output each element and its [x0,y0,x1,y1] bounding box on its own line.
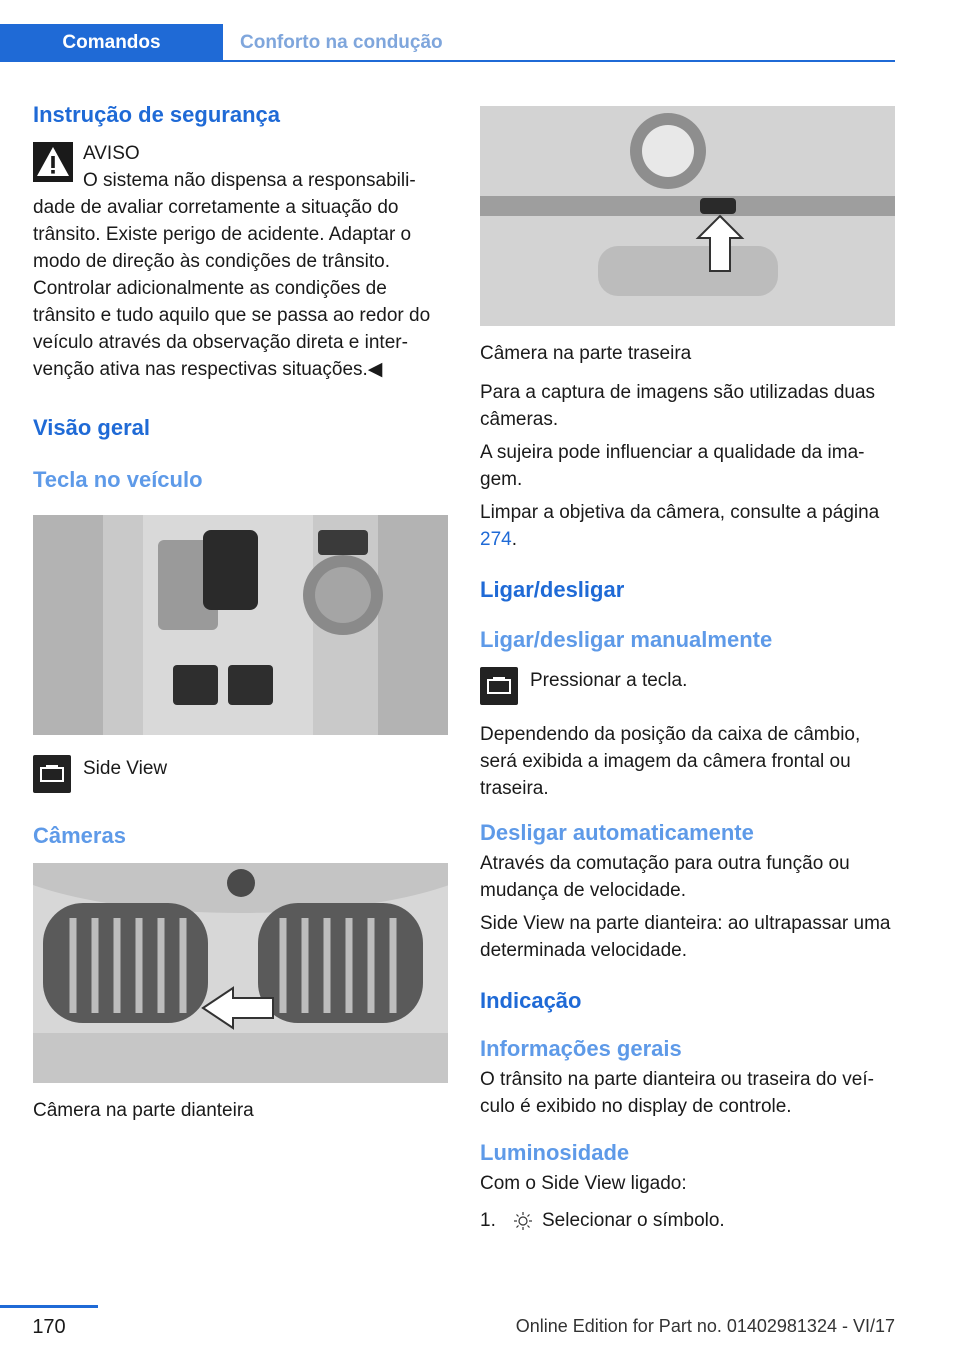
manual-heading: Ligar/desligar manualmente [480,627,773,652]
overview-heading: Visão geral [33,415,150,440]
on-off-heading: Ligar/desligar [480,577,625,602]
front-grille-illustration [33,863,448,1083]
step-1 [480,1207,895,1237]
left-column [33,100,448,1124]
para-clean: Limpar a objetiva da câmera, consulte a página 274. [480,502,880,550]
side-view-label: Side View [83,758,168,779]
header-tabs [0,24,895,62]
step-number: 1. [480,1210,496,1231]
warning-text [33,167,448,383]
page-link-274[interactable]: 274 [480,529,512,550]
header-rule [0,60,895,62]
brightness-heading: Luminosidade [480,1140,630,1165]
general-info-heading: Informações gerais [480,1036,682,1061]
para-cameras: Para a captura de imagens são utilizadas duas câmeras. [480,382,876,430]
manual-key-row [480,667,895,707]
para-dirt: A sujeira pode influenciar a qualidade da ima-gem. [480,442,865,490]
para-display: O trânsito na parte dianteira ou traseira do veí-culo é exibido no display de controle. [480,1069,874,1117]
front-camera-photo [33,863,448,1083]
para-gear: Dependendo da posição da caixa de câmbio, será exibida a imagem da câmera frontal ou traseira. [480,724,861,799]
warning-icon [33,142,73,182]
para-speed: Side View na parte dianteira: ao ultrapassar uma determinada velocidade. [480,913,891,961]
tab-comandos[interactable]: Comandos [0,24,223,62]
camera-key-icon[interactable] [480,667,518,705]
side-view-key-row [33,755,448,795]
para-clean-text: Limpar a objetiva da câmera, consulte a página [480,502,880,523]
para-side-view-on: Com o Side View ligado: [480,1173,687,1194]
auto-off-heading: Desligar automaticamente [480,820,754,845]
tab-conforto[interactable]: Conforto na condução [240,32,443,53]
edition-text: Online Edition for Part no. 01402981324 - VI/17 [515,1316,895,1336]
side-view-camera-icon[interactable] [33,755,71,793]
cameras-heading: Câmeras [33,823,126,848]
console-photo [33,515,448,735]
warning-title: AVISO [83,143,140,164]
rear-camera-caption: Câmera na parte traseira [480,343,692,364]
button-heading: Tecla no veículo [33,467,203,492]
display-heading: Indicação [480,988,582,1013]
front-camera-caption: Câmera na parte dianteira [33,1100,254,1121]
warning-text-body: O sistema não dispensa a responsabili-dade de avaliar corretamente a situação do trânsito. Existe perigo de acidente. Adaptar o modo de direção às condições de trânsito. Controlar adicionalmente as condições de trânsito e tudo aquilo que se passa ao redor do veículo através da observação direta e inter-venção ativa nas respectivas situações.◀ [33,170,431,380]
para-auto-off: Através da comutação para outra função ou mudança de velocidade. [480,853,850,901]
press-key-text: Pressionar a tecla. [530,670,688,691]
safety-heading: Instrução de segurança [33,102,280,127]
page-number: 170 [32,1316,66,1338]
right-column [480,106,895,1237]
footer-rule [0,1305,98,1308]
rear-camera-illustration [480,106,895,326]
console-illustration [33,515,448,735]
rear-camera-photo [480,106,895,326]
warning-block [33,140,448,383]
step-text: Selecionar o símbolo. [542,1210,725,1231]
brightness-icon[interactable] [513,1211,533,1231]
